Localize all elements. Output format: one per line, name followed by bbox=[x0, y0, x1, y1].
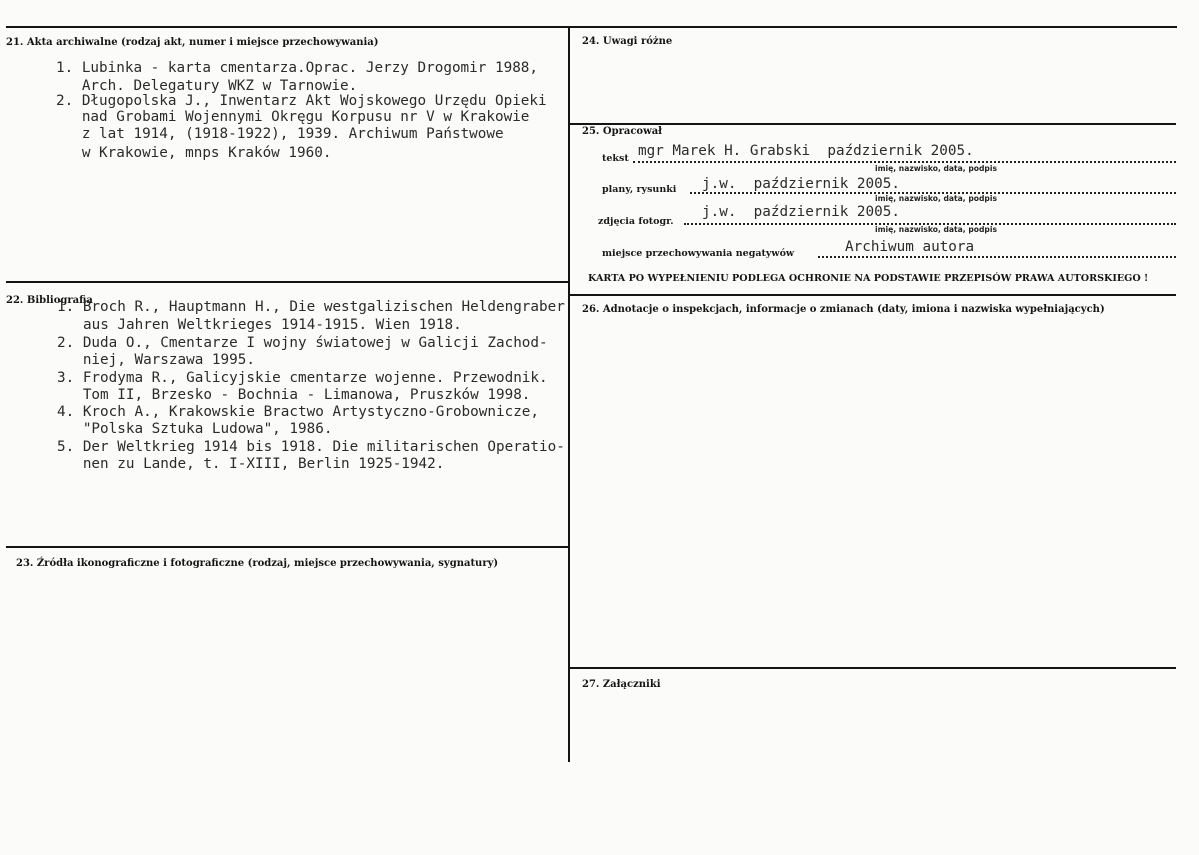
s21-line-4: nad Grobami Wojennymi Okręgu Korpusu nr V w Krakowie bbox=[56, 109, 530, 125]
s21-line-5: z lat 1914, (1918-1922), 1939. Archiwum Państwowe bbox=[56, 126, 504, 142]
s22-line-1: 1. Broch R., Hauptmann H., Die westgalizischen Heldengraber bbox=[57, 299, 565, 315]
top-rule bbox=[6, 26, 1177, 28]
section-21-header: 21. Akta archiwalne (rodzaj akt, numer i miejsce przechowywania) bbox=[6, 37, 379, 48]
negatywy-label: miejsce przechowywania negatywów bbox=[602, 248, 795, 259]
divider-24-25 bbox=[569, 123, 1176, 125]
divider-26-27 bbox=[569, 667, 1176, 669]
tekst-caption: imię, nazwisko, data, podpis bbox=[875, 164, 997, 173]
s22-line-2: aus Jahren Weltkrieges 1914-1915. Wien 1918. bbox=[83, 317, 462, 333]
s22-line-3: 2. Duda O., Cmentarze I wojny światowej w Galicji Zachod- bbox=[57, 335, 548, 351]
s22-line-9: 5. Der Weltkrieg 1914 bis 1918. Die militarischen Operatio- bbox=[57, 439, 565, 455]
s21-line-1: 1. Lubinka - karta cmentarza.Oprac. Jerzy Drogomir 1988, bbox=[56, 60, 539, 76]
divider-22-23 bbox=[6, 546, 569, 548]
plany-value: j.w. październik 2005. bbox=[702, 176, 900, 192]
s21-line-2: Arch. Delegatury WKZ w Tarnowie. bbox=[56, 78, 358, 94]
tekst-dotted-line bbox=[633, 161, 1176, 163]
negatywy-value: Archiwum autora bbox=[845, 239, 975, 255]
zdjecia-caption: imię, nazwisko, data, podpis bbox=[875, 225, 997, 234]
s22-line-5: 3. Frodyma R., Galicyjskie cmentarze wojenne. Przewodnik. bbox=[57, 370, 548, 386]
s22-line-8: "Polska Sztuka Ludowa", 1986. bbox=[57, 421, 333, 437]
s22-line-4: niej, Warszawa 1995. bbox=[57, 352, 255, 368]
divider-21-22 bbox=[6, 281, 569, 283]
section-24-header: 24. Uwagi różne bbox=[582, 36, 673, 47]
section-22-header: 22. Bibliografia bbox=[6, 295, 93, 306]
divider-25-26 bbox=[569, 294, 1176, 296]
s22-line-6: Tom II, Brzesko - Bochnia - Limanowa, Pruszków 1998. bbox=[57, 387, 531, 403]
copyright-notice: KARTA PO WYPEŁNIENIU PODLEGA OCHRONIE NA PODSTAWIE PRZEPISÓW PRAWA AUTORSKIEGO ! bbox=[588, 273, 1149, 284]
s22-line-10: nen zu Lande, t. I-XIII, Berlin 1925-1942. bbox=[57, 456, 445, 472]
tekst-label: tekst bbox=[602, 153, 629, 164]
s21-line-6: w Krakowie, mnps Kraków 1960. bbox=[56, 145, 332, 161]
zdjecia-label: zdjęcia fotogr. bbox=[598, 216, 674, 227]
section-23-header: 23. Źródła ikonograficzne i fotograficzne (rodzaj, miejsce przechowywania, sygnatury) bbox=[16, 558, 499, 569]
tekst-value: mgr Marek H. Grabski październik 2005. bbox=[638, 143, 974, 159]
section-26-header: 26. Adnotacje o inspekcjach, informacje o zmianach (daty, imiona i nazwiska wypełniających) bbox=[582, 304, 1105, 315]
section-27-header: 27. Załączniki bbox=[582, 679, 661, 690]
section-25-header: 25. Opracował bbox=[582, 126, 663, 137]
plany-label: plany, rysunki bbox=[602, 184, 677, 195]
zdjecia-value: j.w. październik 2005. bbox=[702, 204, 900, 220]
s22-line-7: 4. Kroch A., Krakowskie Bractwo Artystyczno-Grobownicze, bbox=[57, 404, 540, 420]
s21-line-3: 2. Długopolska J., Inwentarz Akt Wojskowego Urzędu Opieki bbox=[56, 93, 547, 109]
plany-caption: imię, nazwisko, data, podpis bbox=[875, 194, 997, 203]
center-divider bbox=[568, 26, 570, 762]
negatywy-dotted-line bbox=[818, 256, 1176, 258]
